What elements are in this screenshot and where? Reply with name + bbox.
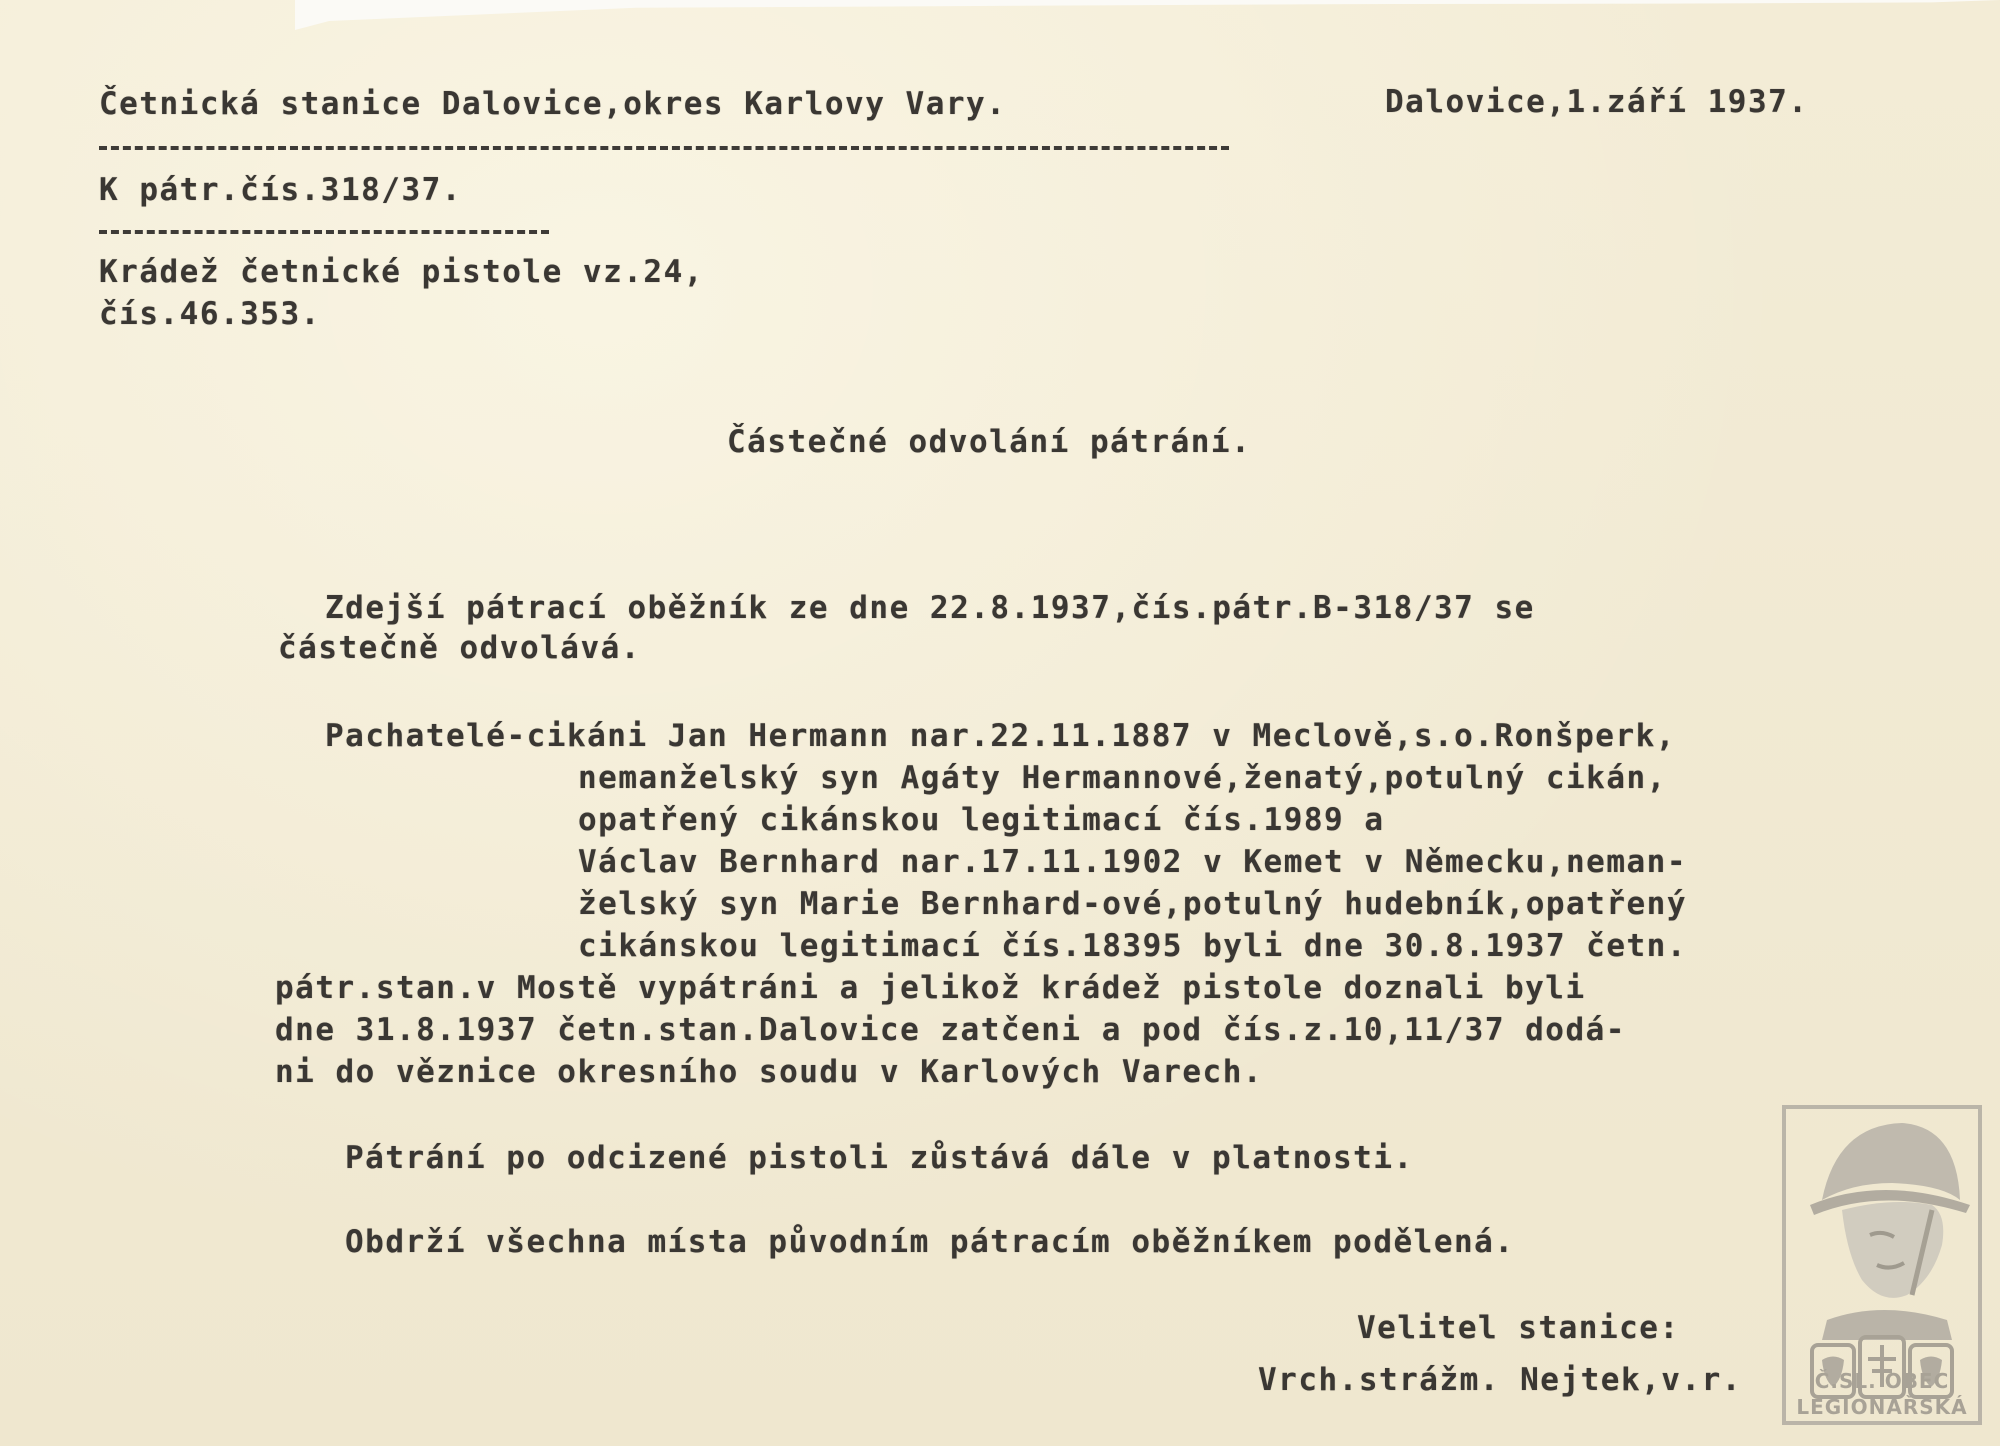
paragraph-2-line-5: želský syn Marie Bernhard-ové,potulný hudebník,opatřený	[578, 886, 1687, 922]
paragraph-2-line-4: Václav Bernhard nar.17.11.1902 v Kemet v Německu,neman-	[578, 844, 1687, 880]
reference-number: K pátr.čís.318/37.	[99, 172, 462, 208]
paragraph-4: Obdrží všechna místa původním pátracím oběžníkem podělená.	[345, 1224, 1515, 1260]
paragraph-2-line-9: ni do věznice okresního soudu v Karlových Varech.	[275, 1054, 1264, 1090]
torn-edge	[295, 0, 2000, 30]
paragraph-1-line-1: Zdejší pátrací oběžník ze dne 22.8.1937,čís.pátr.B-318/37 se	[325, 590, 1535, 626]
legion-emblem	[1782, 1105, 1982, 1425]
document-title: Částečné odvolání pátrání.	[727, 424, 1252, 460]
station-header: Četnická stanice Dalovice,okres Karlovy Vary.	[99, 86, 1007, 122]
subject-line-1: Krádež četnické pistole vz.24,	[99, 254, 704, 290]
paragraph-2-line-1: Pachatelé-cikáni Jan Hermann nar.22.11.1887 v Meclově,s.o.Ronšperk,	[325, 718, 1676, 754]
paragraph-2-line-3: opatřený cikánskou legitimací čís.1989 a	[578, 802, 1385, 838]
header-underline	[99, 146, 1229, 150]
subject-line-2: čís.46.353.	[99, 296, 321, 332]
emblem-text-line-1: Č.SL. OBEC	[1814, 1369, 1950, 1393]
paragraph-1-line-2: částečně odvolává.	[278, 630, 641, 666]
paragraph-2-line-8: dne 31.8.1937 četn.stan.Dalovice zatčeni a pod čís.z.10,11/37 dodá-	[275, 1012, 1626, 1048]
signature-name: Vrch.strážm. Nejtek,v.r.	[1258, 1362, 1742, 1398]
paragraph-2-line-6: cikánskou legitimací čís.18395 byli dne 30.8.1937 četn.	[578, 928, 1687, 964]
signature-role: Velitel stanice:	[1357, 1310, 1680, 1346]
paragraph-2-line-2: nemanželský syn Agáty Hermannové,ženatý,potulný cikán,	[578, 760, 1667, 796]
place-date: Dalovice,1.září 1937.	[1385, 84, 1809, 120]
emblem-text-line-2: LEGIONÁŘSKÁ	[1796, 1395, 1968, 1419]
paragraph-2-line-7: pátr.stan.v Mostě vypátráni a jelikož krádež pistole doznali byli	[275, 970, 1586, 1006]
reference-underline	[99, 230, 549, 234]
paragraph-3: Pátrání po odcizené pistoli zůstává dále v platnosti.	[345, 1140, 1414, 1176]
